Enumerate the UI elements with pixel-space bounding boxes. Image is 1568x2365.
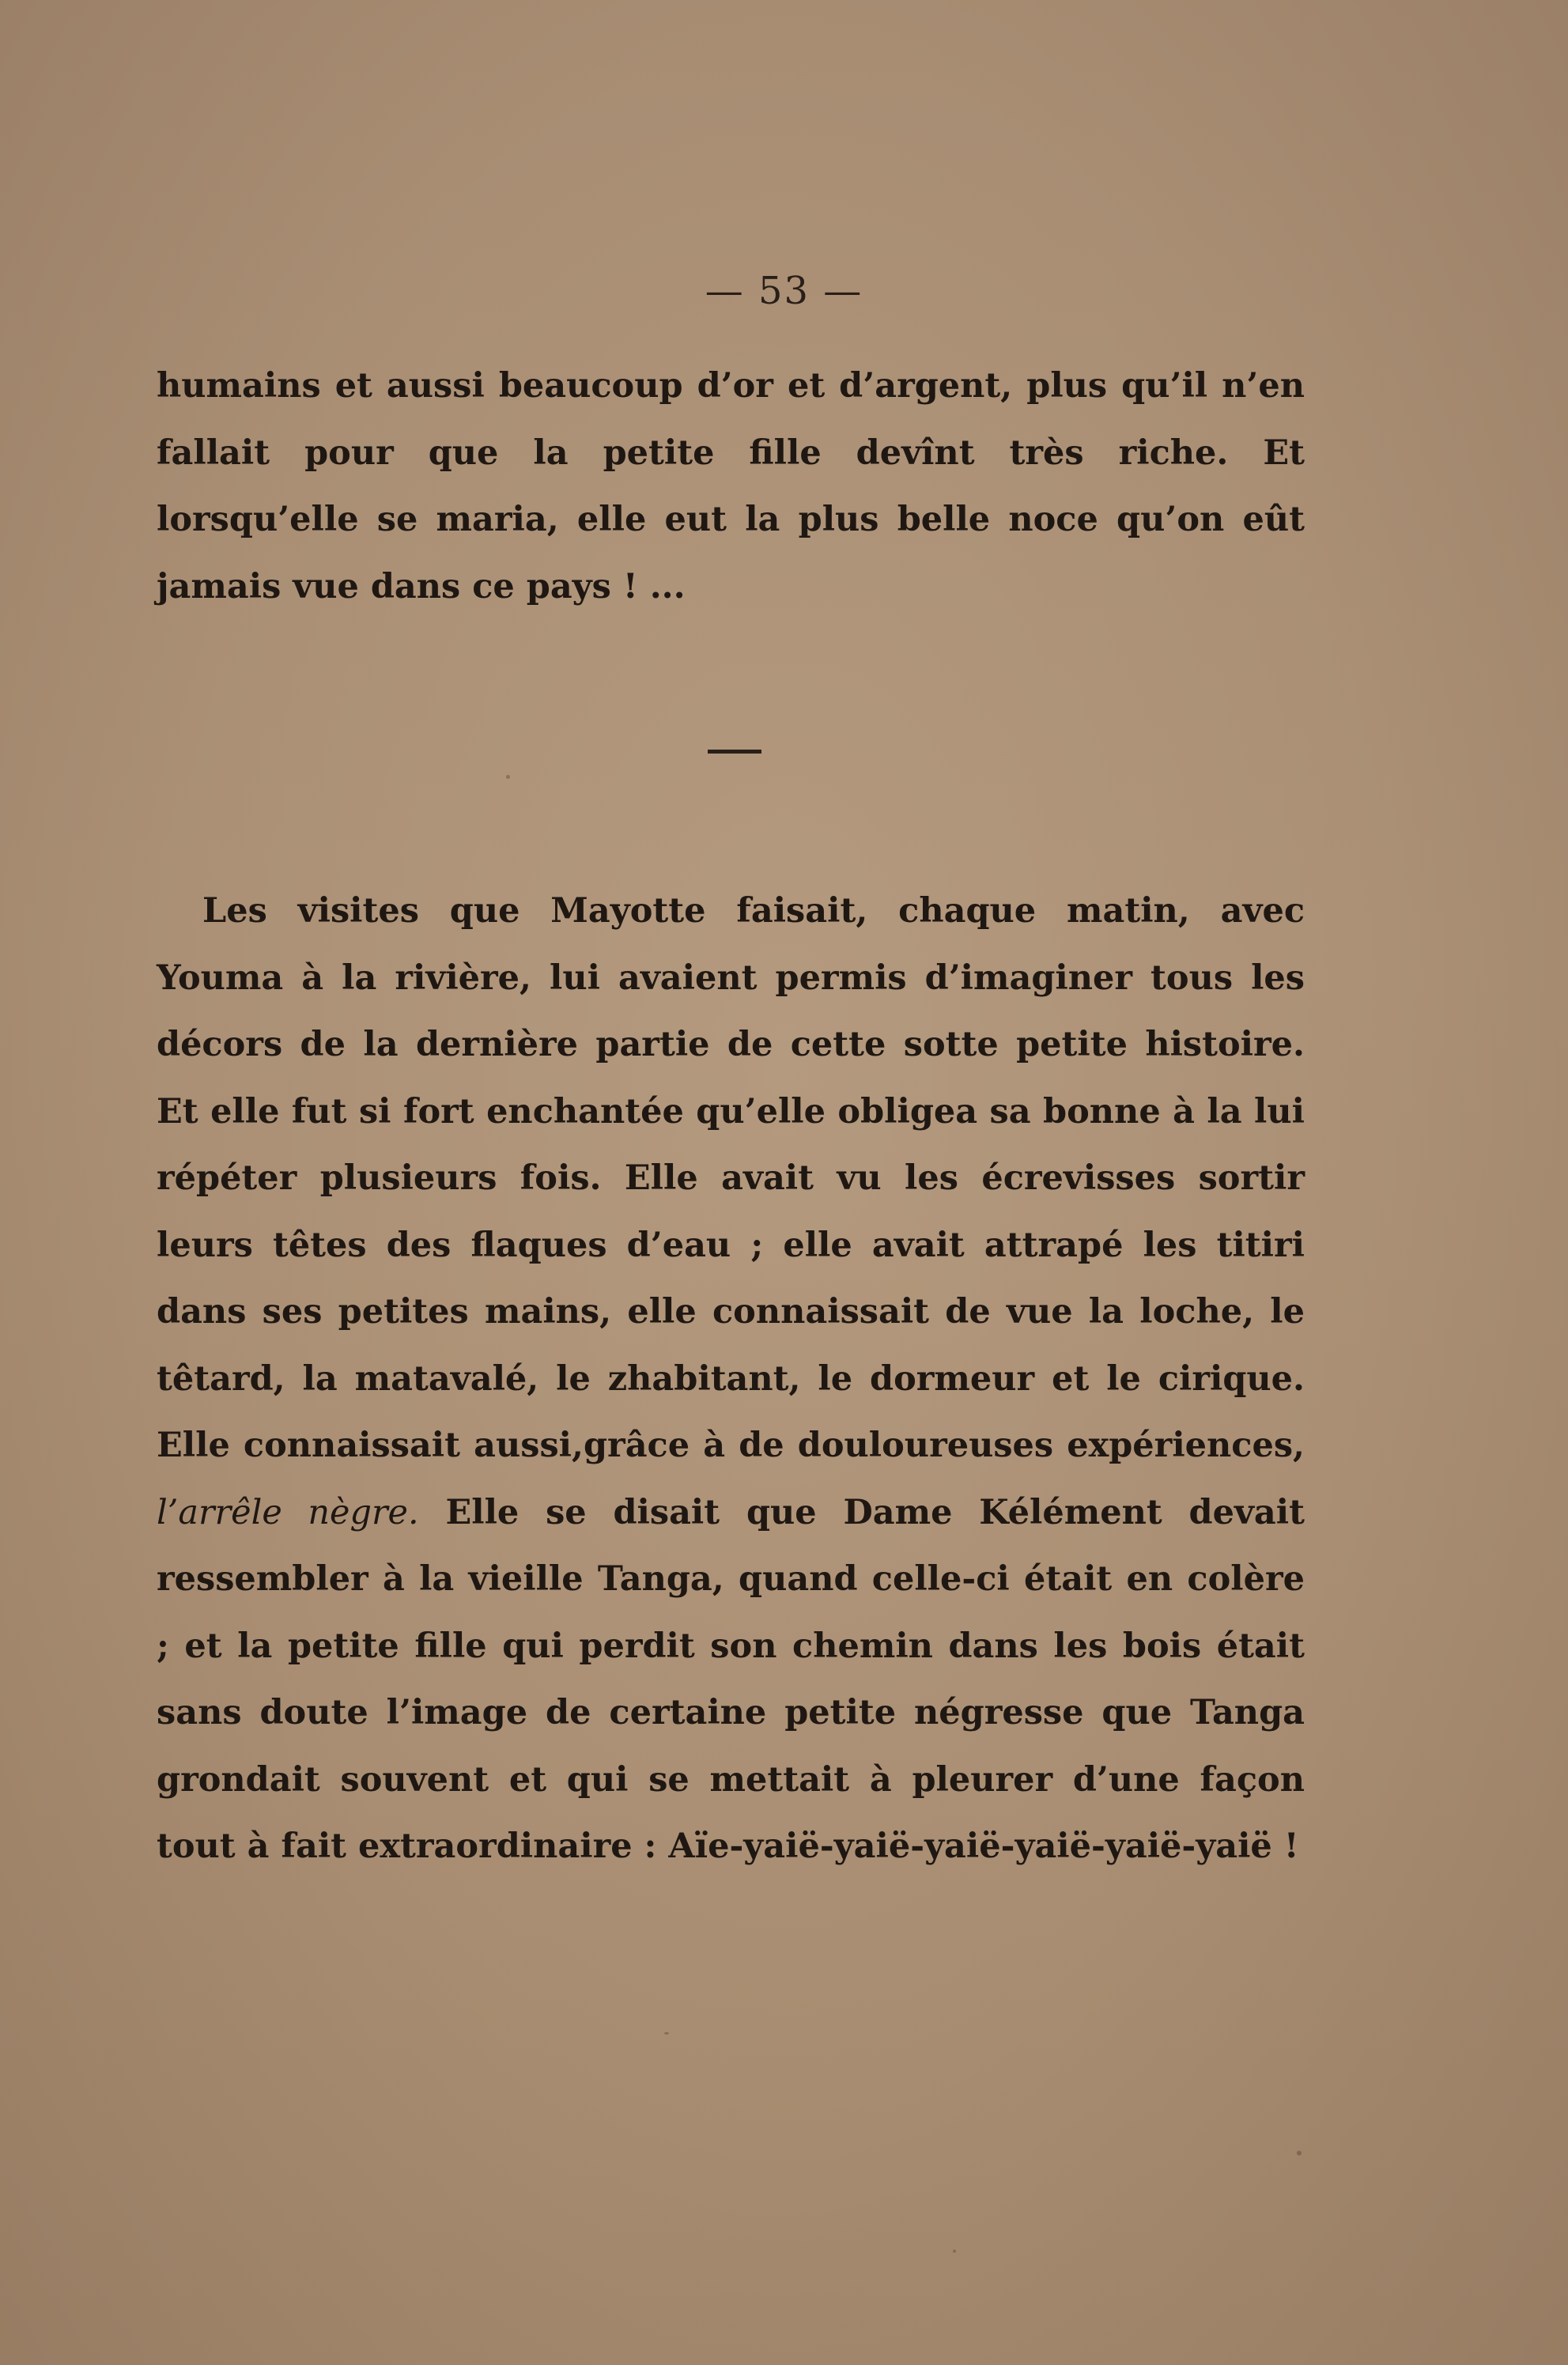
paper-speck [953, 2250, 956, 2253]
paragraph-continuation [157, 353, 1305, 620]
main-paragraph [157, 878, 1305, 1880]
page-number: — 53 — [705, 269, 863, 313]
main-paragraph-italic: l’arrêle nègre. [157, 1492, 419, 1532]
paragraph-continuation-text: humains et aussi beaucoup d’or et d’argent, plus qu’il n’en fallait pour que la petite fille devînt très riche. Et lorsqu’elle se maria, elle eut la plus belle noce qu’on eût jamais vue dans ce pays ! ... [157, 366, 1305, 606]
paper-speck [1297, 2151, 1302, 2155]
main-paragraph-text [157, 878, 1305, 1880]
main-paragraph-part1: Les visites que Mayotte faisait, chaque matin, avec Youma à la rivière, lui avaient permis d’imaginer tous les décors de la dernière partie de cette sotte petite histoire. Et elle fut si fort enchantée qu’elle obligea sa bonne à la lui répéter plusieurs fois. Elle avait vu les écrevisses sortir leurs têtes des flaques d’eau ; elle avait attrapé les titiri dans ses petites mains, elle connaissait de vue la loche, le têtard, la matavalé, le zhabitant, le dormeur et le cirique. Elle connaissait aussi,grâce à de douloureuses expériences, [157, 891, 1305, 1465]
paper-speck [506, 775, 510, 779]
main-paragraph-part2: Elle se disait que Dame Kélément devait ressembler à la vieille Tanga, quand celle-ci était en colère ; et la petite fille qui perdit son chemin dans les bois était sans doute l’image de certaine petite négresse que Tanga grondait souvent et qui se mettait à pleurer d’une façon tout à fait extraordinaire : Aïe-yaië-yaië-yaië-yaië-yaië-yaië ! [157, 1492, 1305, 1866]
section-divider [708, 750, 761, 754]
paper-speck [664, 2032, 669, 2034]
